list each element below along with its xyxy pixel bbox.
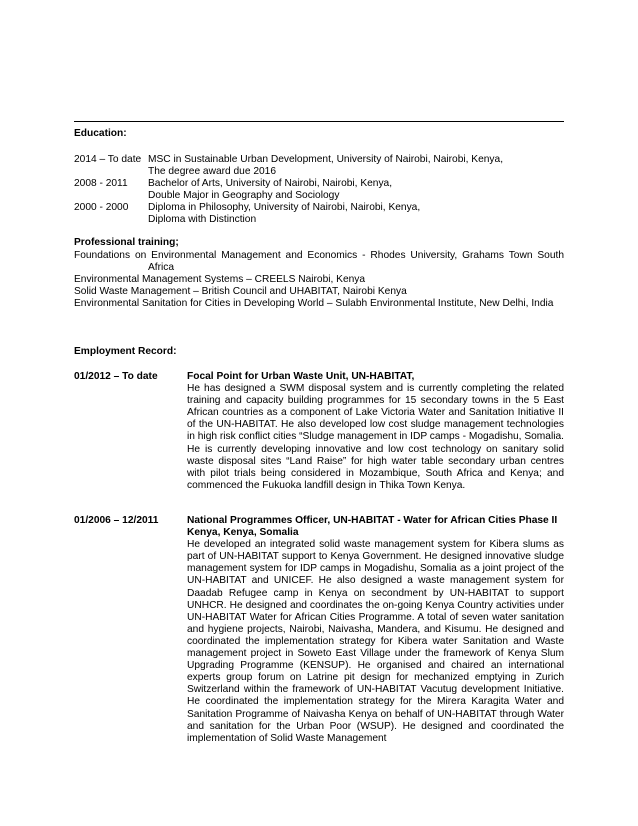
education-item	[74, 178, 564, 202]
education-text	[148, 154, 564, 178]
education-date: 2008 - 2011	[74, 178, 128, 190]
education-text	[148, 178, 564, 202]
education-line: Bachelor of Arts, University of Nairobi, Nairobi, Kenya,	[148, 178, 393, 190]
employment-item	[74, 515, 564, 745]
education-line: Double Major in Geography and Sociology	[148, 190, 340, 202]
education-heading: Education:	[74, 128, 127, 139]
training-item: Environmental Management Systems – CREELS Nairobi, Kenya	[74, 274, 366, 286]
employment-title: National Programmes Officer, UN-HABITAT - Water for African Cities Phase II Kenya, Kenya, Somalia	[187, 515, 558, 539]
education-line: Diploma with Distinction	[148, 214, 257, 226]
training-list	[74, 250, 564, 310]
education-item	[74, 202, 564, 226]
training-item: Solid Waste Management – British Council and UHABITAT, Nairobi Kenya	[74, 286, 407, 298]
education-date: 2014 – To date	[74, 154, 142, 165]
employment-description: He developed an integrated solid waste management system for Kibera slums as part of UN-HABITAT support to Kenya Government. He designed innovative sludge management system for IDP camps in Mogadishu, Somalia as a joint project of the UN-HABITAT and UNICEF. He also designed a waste management system for Daadab Refugee camp in Kenya on secondment by UN-HABITAT to support UNHCR. He designed and coordinates the on-going Kenya Country activities under UN-HABITAT Water for African Cities Programme. A total of seven water sanitation and hygiene projects, Nairobi, Naivasha, Mandera, and Kisumu. He designed and coordinated the implementation strategy for Kibera water Sanitation and Waste management project in Soweto East Village under the framework of Kenya Slum Upgrading Programme (KENSUP). He organised and chaired an international experts group forum on Latrine pit design for mechanized emptying in Zurich Switzerland within the framework of UN-HABITAT Vacutug development Initiative. He coordinated the implementation strategy for the Mirera Karagita Water and Sanitation Programme of Naivasha Kenya on behalf of UN-HABITAT through Water and sanitation for the Urban Poor (WSUP). He designed and coordinated the implementation of Solid Waste Management	[187, 539, 564, 744]
education-list	[74, 154, 564, 227]
training-item: Foundations on Environmental Management and Economics - Rhodes University, Grahams Town South Africa	[74, 250, 564, 274]
employment-body	[187, 515, 564, 745]
education-item	[74, 154, 564, 178]
education-line: Diploma in Philosophy, University of Nairobi, Nairobi, Kenya,	[148, 202, 421, 214]
employment-body	[187, 371, 564, 492]
employment-date: 01/2006 – 12/2011	[74, 515, 159, 526]
header-rule	[74, 121, 564, 122]
education-line: MSC in Sustainable Urban Development, University of Nairobi, Nairobi, Kenya,	[148, 154, 504, 165]
employment-description: He has designed a SWM disposal system and is currently completing the related training and capacity building programmes for 15 secondary towns in the 5 East African countries as a component of Lake Victoria Water and Sanitation Initiative II of the UN-HABITAT. He also developed low cost sludge management technologies in high risk conflict cities “Sludge management in IDP camps - Mogadishu, Somalia. He is currently developing innovative and low cost technology on sanitary solid waste disposal sites “Land Raise” for high water table secondary urban centres with pilot trials being considered in Mozambique, South Africa and Kenya; and commenced the Fukuoka landfill design in Thika Town Kenya.	[187, 383, 564, 491]
education-line: The degree award due 2016	[148, 166, 277, 178]
education-date: 2000 - 2000	[74, 202, 129, 214]
training-item: Environmental Sanitation for Cities in Developing World – Sulabh Environmental Institute, New Delhi, India	[74, 298, 554, 310]
employment-item	[74, 371, 564, 492]
employment-heading: Employment Record:	[74, 346, 177, 357]
education-text	[148, 202, 564, 226]
employment-date: 01/2012 – To date	[74, 371, 158, 382]
employment-title: Focal Point for Urban Waste Unit, UN-HABITAT,	[187, 371, 415, 382]
training-heading: Professional training;	[74, 237, 179, 248]
